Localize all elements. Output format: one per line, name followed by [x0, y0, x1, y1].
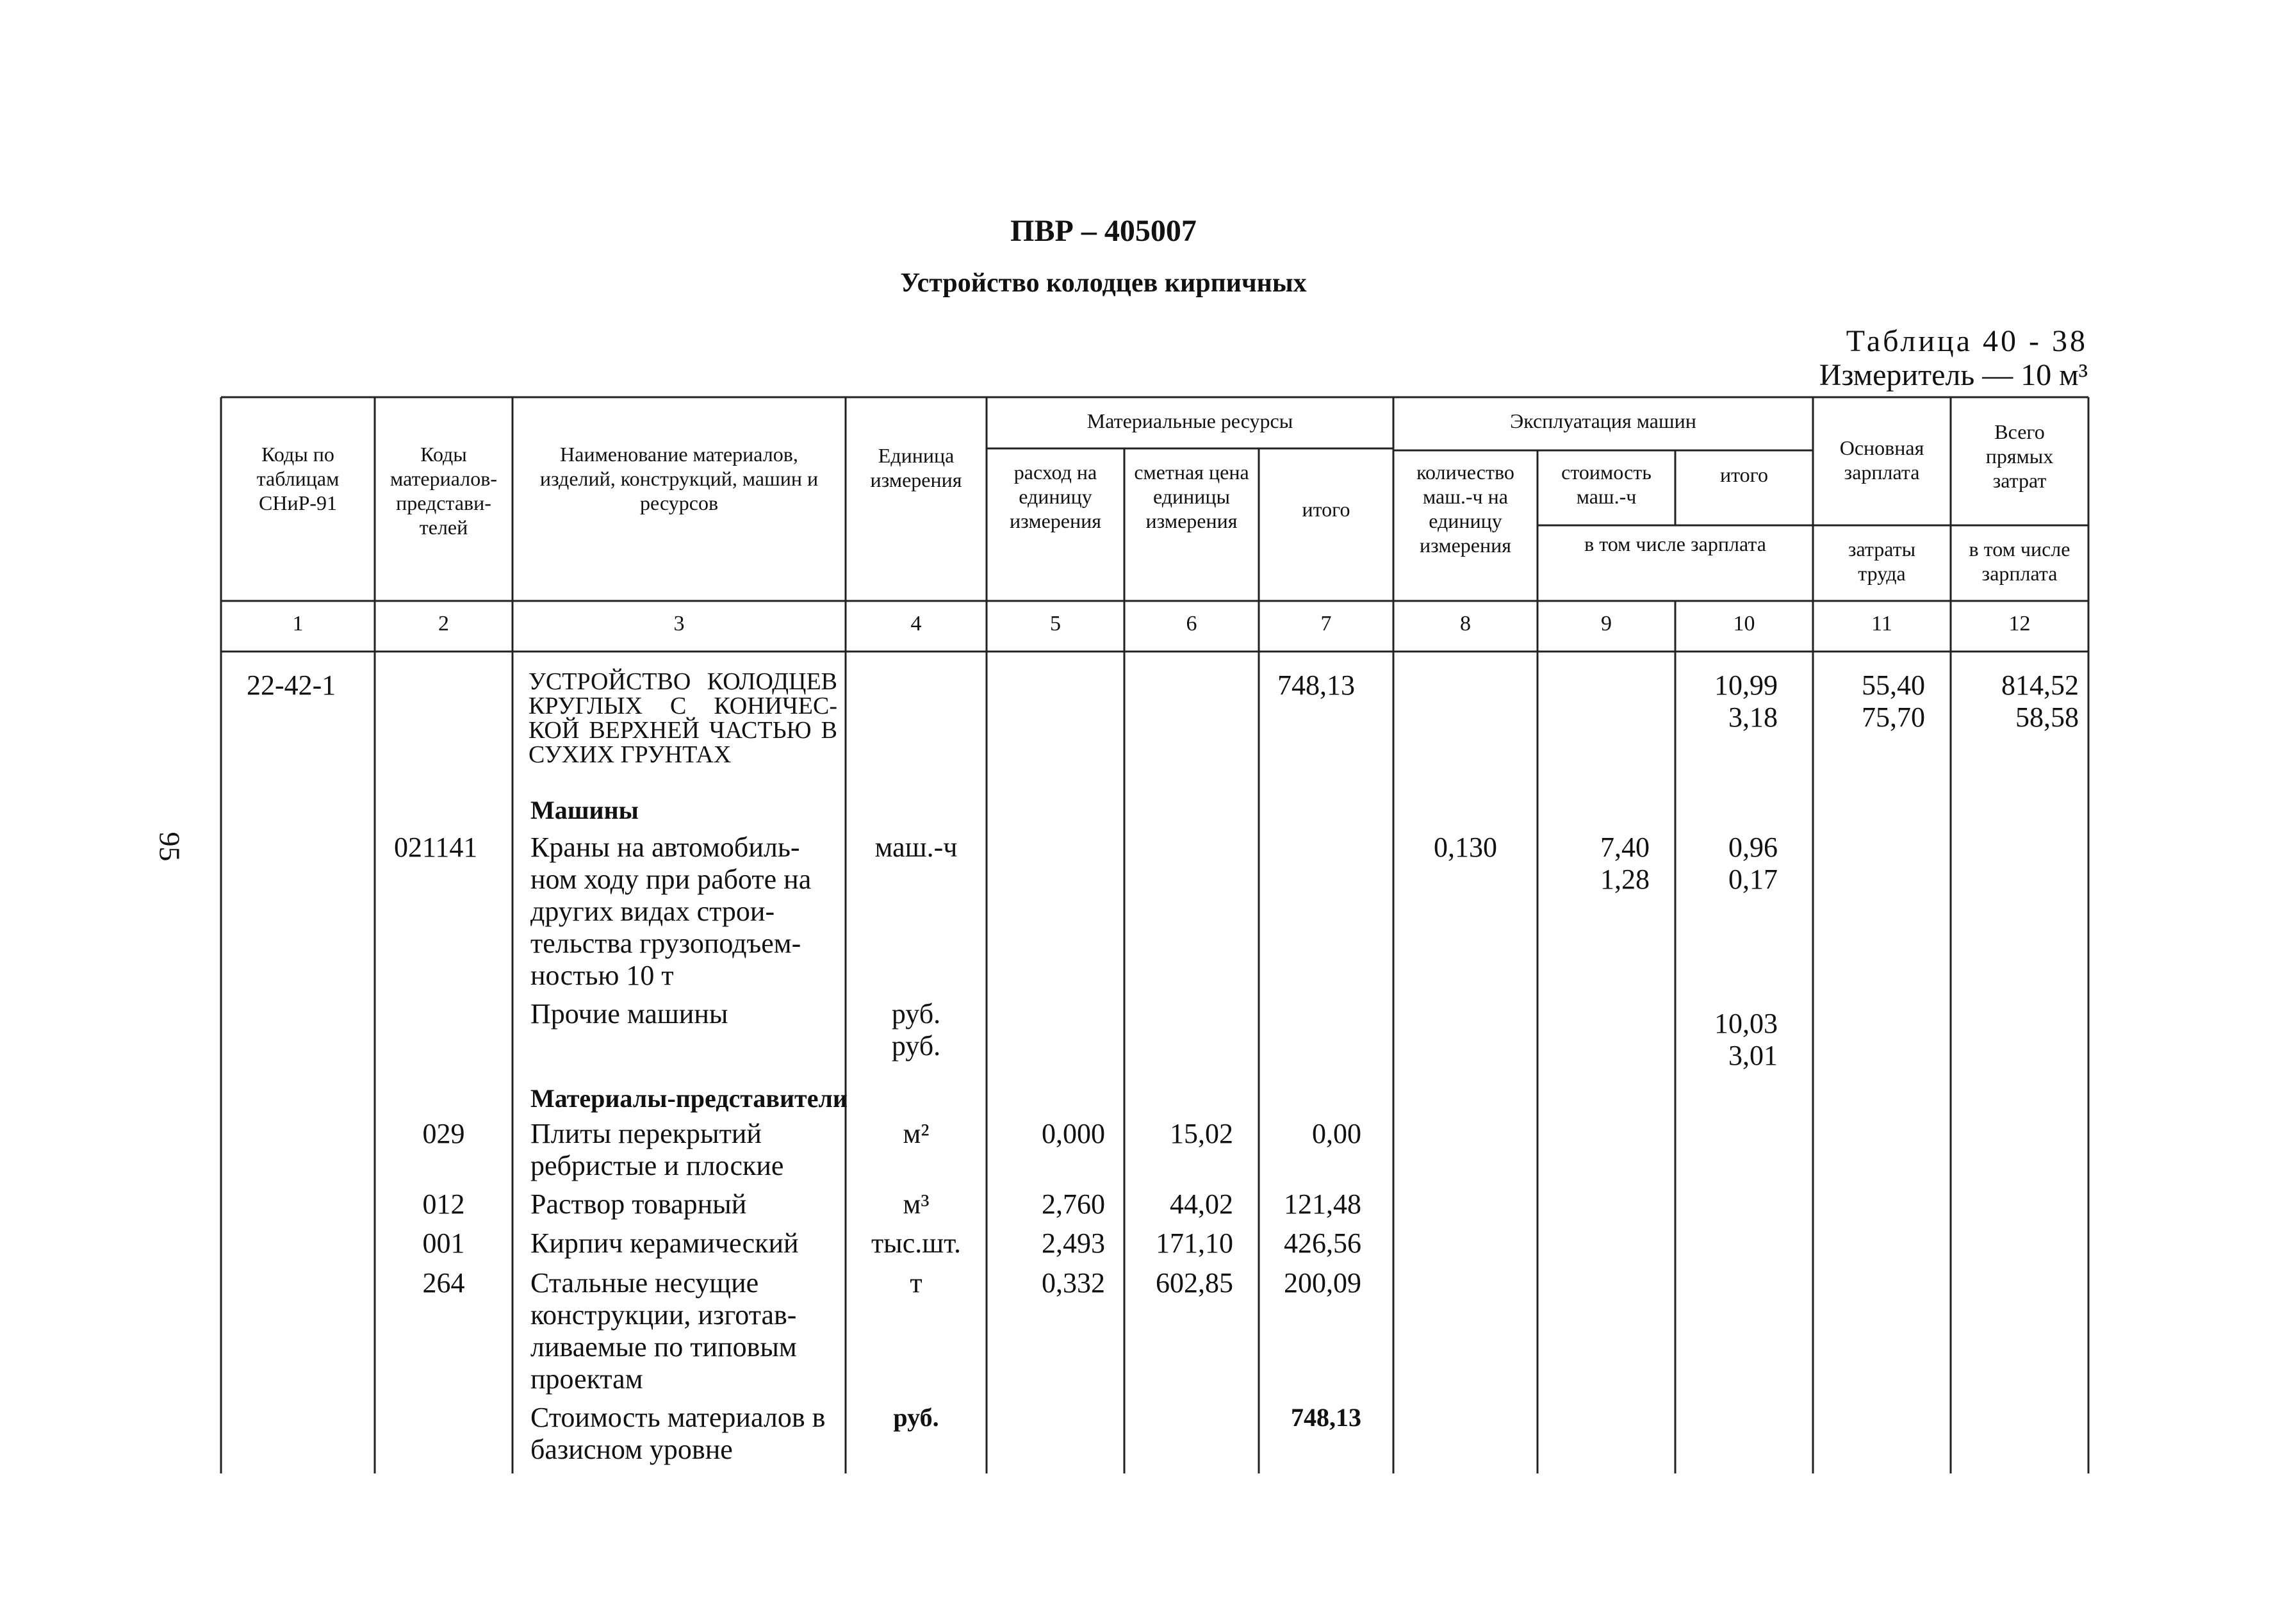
other-machines-total: 10,03 [1714, 1008, 1778, 1039]
table-label: Таблица 40 - 38 [1846, 324, 2088, 358]
main-total-material: 748,13 [1277, 669, 1355, 701]
main-machines-total: 10,99 [1714, 669, 1778, 701]
materials-cost-name: Стоимость материалов в базисном уровне [530, 1402, 826, 1465]
material-qty: 0,332 [1042, 1267, 1105, 1299]
crane-cost: 7,40 [1600, 832, 1650, 863]
col-header-name: Наименование материалов, изделий, конструкций, машин и ресурсов [539, 443, 819, 514]
col-header-codes-snir: Коды по таблицам СНиР-91 [256, 443, 340, 514]
col-header-base-salary: Основная зарплата [1839, 436, 1924, 484]
col-number-7: 7 [1320, 612, 1332, 636]
measure-unit: Измеритель — 10 м³ [1819, 358, 2088, 392]
material-name: Стальные несущие конструкции, изготав-ливаемые по типовым проектам [530, 1267, 797, 1395]
col-header-direct-costs: Всего прямых затрат [1985, 420, 2054, 492]
material-unit: м³ [903, 1188, 930, 1220]
material-price: 602,85 [1156, 1267, 1233, 1299]
col-subheader-machine-salary: в том числе зарплата [1584, 532, 1766, 555]
crane-unit: маш.-ч [874, 832, 958, 863]
col-group-machine-operation: Эксплуатация машин [1510, 409, 1696, 432]
materials-heading: Материалы-представители [530, 1084, 848, 1113]
col-header-consumption: расход на единицу измерения [1010, 461, 1101, 532]
material-unit: тыс.шт. [871, 1227, 962, 1259]
col-header-machine-hours: количество маш.-ч на единицу измерения [1416, 461, 1514, 557]
crane-name: Краны на автомобиль-ном ходу при работе на других видах строи-тельства грузоподъем-ностью 10 т [530, 832, 812, 991]
main-direct-total: 814,52 [2001, 669, 2079, 701]
col-header-unit-price: сметная цена единицы измерения [1134, 461, 1249, 532]
col-subheader-labor: затраты труда [1848, 537, 1916, 585]
material-name: Кирпич керамический [530, 1227, 799, 1259]
material-qty: 0,000 [1042, 1118, 1105, 1149]
col-number-3: 3 [673, 612, 685, 636]
material-price: 171,10 [1156, 1227, 1233, 1259]
material-price: 15,02 [1170, 1118, 1233, 1149]
col-number-12: 12 [2008, 612, 2031, 636]
col-number-9: 9 [1601, 612, 1612, 636]
main-direct-salary: 58,58 [2015, 701, 2079, 733]
main-machines-salary: 3,18 [1728, 701, 1778, 733]
crane-total-salary: 0,17 [1728, 864, 1778, 895]
crane-total: 0,96 [1728, 832, 1778, 863]
material-name: Раствор товарный [530, 1188, 747, 1220]
main-code: 22-42-1 [247, 669, 336, 701]
col-header-material-codes: Коды материалов-представи-телей [390, 443, 497, 539]
material-code: 012 [422, 1188, 465, 1220]
crane-cost-salary: 1,28 [1600, 864, 1650, 895]
material-qty: 2,760 [1042, 1188, 1105, 1220]
col-header-unit: Единица измерения [870, 444, 962, 491]
material-code: 029 [422, 1118, 465, 1149]
col-header-machine-total: итого [1719, 463, 1768, 486]
material-code: 264 [422, 1267, 465, 1299]
machines-heading: Машины [530, 796, 639, 824]
materials-cost-total: 748,13 [1291, 1403, 1361, 1432]
other-machines-name: Прочие машины [530, 998, 728, 1029]
other-machines-unit-2: руб. [891, 1030, 941, 1062]
material-total: 426,56 [1284, 1227, 1361, 1259]
material-code: 001 [422, 1227, 465, 1259]
main-name: УСТРОЙСТВО КОЛОДЦЕВ КРУГЛЫХ С КОНИЧЕС-КОЙ ВЕРХНЕЙ ЧАСТЬЮ В СУХИХ ГРУНТАХ [529, 668, 837, 768]
crane-qty: 0,130 [1434, 832, 1497, 863]
col-number-8: 8 [1460, 612, 1471, 636]
col-number-4: 4 [910, 612, 922, 636]
material-qty: 2,493 [1042, 1227, 1105, 1259]
material-name: Плиты перекрытий ребристые и плоские [530, 1118, 784, 1181]
col-number-11: 11 [1871, 612, 1892, 636]
other-machines-unit-1: руб. [891, 998, 941, 1029]
col-header-machine-hour-cost: стоимость маш.-ч [1561, 461, 1652, 508]
document-code: ПВР – 405007 [1010, 214, 1197, 248]
col-group-material-resources: Материальные ресурсы [1086, 409, 1293, 432]
material-total: 200,09 [1284, 1267, 1361, 1299]
col-number-5: 5 [1050, 612, 1061, 636]
col-number-6: 6 [1186, 612, 1197, 636]
material-unit: м² [903, 1118, 930, 1149]
material-unit: т [910, 1267, 922, 1299]
col-subheader-direct-salary: в том числе зарплата [1969, 537, 2070, 585]
col-number-10: 10 [1733, 612, 1755, 636]
crane-code: 021141 [394, 832, 478, 863]
materials-cost-unit: руб. [893, 1403, 939, 1432]
page-number: 95 [153, 832, 186, 862]
main-salary: 55,40 [1862, 669, 1925, 701]
main-labor: 75,70 [1862, 701, 1925, 733]
col-header-material-total: итого [1302, 498, 1350, 521]
document-subtitle: Устройство колодцев кирпичных [900, 268, 1307, 298]
material-price: 44,02 [1170, 1188, 1233, 1220]
other-machines-salary: 3,01 [1728, 1040, 1778, 1071]
col-number-1: 1 [292, 612, 304, 636]
material-total: 0,00 [1312, 1118, 1361, 1149]
col-number-2: 2 [438, 612, 449, 636]
material-total: 121,48 [1284, 1188, 1361, 1220]
